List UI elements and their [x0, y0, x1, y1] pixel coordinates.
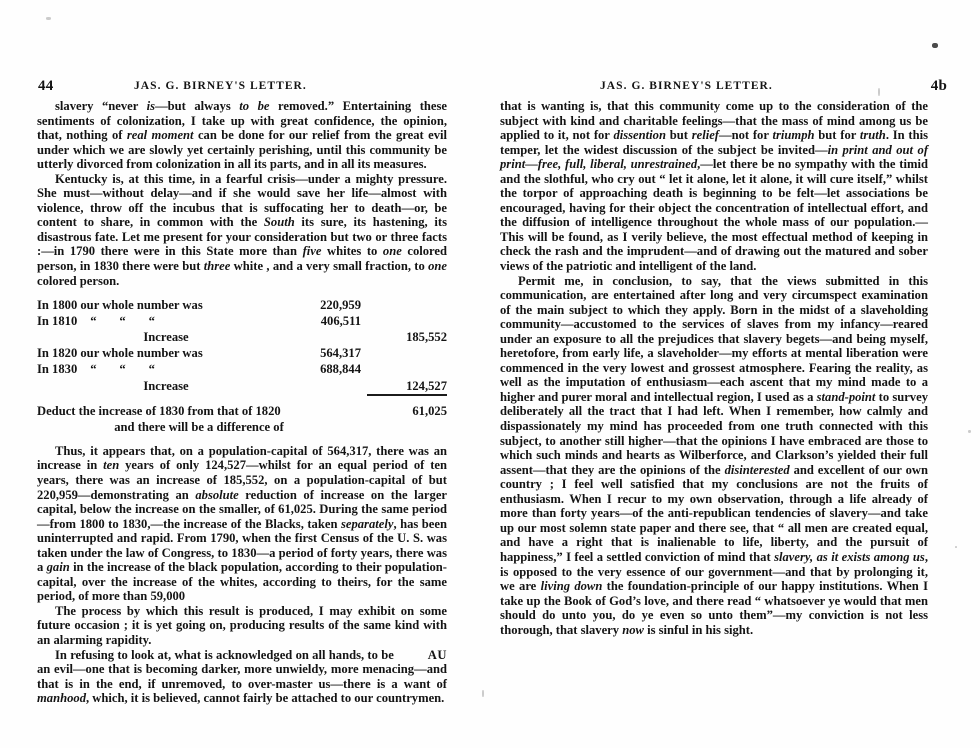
- row-value: 220,959: [320, 298, 361, 313]
- row-label: [37, 313, 295, 329]
- row-label: [37, 361, 295, 377]
- table-row: [37, 378, 447, 394]
- paragraph: slavery “never is—but always to be removed.” Entertaining these sentiments of colonization, I take up with great confidence, the opinion, that, nothing of real moment can be done for our relief from the great evil under which we are slowly yet certainly perishing, until this community be utterly divorced from colonization in all its parts, and in all its measures.: [37, 99, 448, 172]
- increase-value: 185,552: [406, 330, 447, 345]
- row-label: In 1800 our whole number was: [37, 298, 203, 313]
- paragraph-with-catchword: [37, 648, 447, 706]
- row-increase: [361, 361, 447, 377]
- table-row: [37, 313, 447, 329]
- table-row-deduct: [37, 396, 447, 419]
- row-label: In 1820 our whole number was: [37, 346, 203, 361]
- left-running-head-title: JAS. G. BIRNEY'S LETTER.: [134, 80, 307, 92]
- table-row: [37, 361, 447, 377]
- right-running-head: [490, 78, 980, 96]
- deduct-label-line-1: Deduct the increase of 1830 from that of 1820: [37, 403, 281, 418]
- row-year: In 1830: [37, 362, 78, 377]
- increase-value: 124,527: [406, 378, 447, 393]
- paragraph: Thus, it appears that, on a population-capital of 564,317, there was an increase in ten years of only 124,527—whilst for an equal period of ten years, there was an increase of 185,552, on a population-capital of but 220,959—demonstrating an absolute reduction of increase on the larger capital, below the increase on the smaller, of 61,025. During the same period—from 1800 to 1830,—the increase of the Blacks, taken separately, has been uninterrupted and rapid. From 1790, when the first Census of the U. S. was taken under the law of Congress, to 1830—a period of forty years, there was a gain in the increase of the black population, according to their population-capital, over the increase of the whites, according to theirs, for the same period, of more than 59,000: [37, 443, 447, 604]
- row-increase: [361, 345, 447, 361]
- left-page-folio: 44: [38, 78, 54, 94]
- right-text-column: [500, 99, 928, 637]
- paragraph: Kentucky is, at this time, in a fearful crisis—under a mighty pressure. She must—without delay—and if she would save her life—almost with violence, throw off the incubus that is suffocating her to death—or, be content to share, in common with the South its sure, its hastening, its disastrous fate. Let me present for your consideration but two or three facts :—in 1790 there were in this State more than five whites to one colored person, in 1830 there were but three white , and a very small fraction, to one colored person.: [37, 171, 447, 288]
- table-row: [37, 297, 447, 313]
- ditto-mark: “: [148, 362, 155, 377]
- left-running-head: [0, 78, 490, 96]
- ditto-mark: “: [119, 314, 126, 329]
- paragraph-text: In refusing to look at, what is acknowledged on all hands, to be an evil—one that is becoming darker, more unwieldy, more menacing—and that is in the end, if unremoved, to over-master us—there is a want of manhood, which, it is believed, cannot fairly be attached to our countrymen.: [37, 647, 447, 706]
- left-text-column: [37, 99, 447, 706]
- ditto-mark: “: [119, 362, 126, 377]
- paragraph: The process by which this result is produced, I may exhibit on some future occasion ; it is yet going on, producing results of the same kind with an alarming rapidity.: [37, 603, 447, 647]
- right-page: [490, 0, 980, 748]
- figure-table: [37, 297, 447, 435]
- paragraph: Permit me, in conclusion, to say, that the views submitted in this communication, are entertained after long and very circumspect examination of the main subject to which they apply. Born in the midst of a slaveholding community—accustomed to the services of slaves from my infancy—reared under an exposure to all the prejudices that slavery begets—and being myself, heretofore, from early life, a slaveholder—my efforts at mental liberation were commenced in the very lowest and grossest atmosphere. Fearing the reality, as well as the imputation of enthusiasm—each ascent that my mind made to a higher and purer moral and intellectual region, I used as a stand-point to survey deliberately all the tract that I had left. When I remember, how calmly and dispassionately my mind has proceeded from one truth connected with this subject, to another still higher—that the opinions I have embraced are those to which such minds and hearts as Wilberforce, and Clarkson’s yielded their full assent—that they are the opinions of the disinterested and excellent of our own country ; I feel well satisfied that my conclusions are not the fruits of enthusiasm. When I recur to my own observation, through a life already of more than forty years—of the anti-republican tendencies of slavery—and take up our most solemn state paper and there see, that “ all men are created equal, and have a right that is inalienable to life, liberty, and the pursuit of happiness,” I feel a settled conviction of mind that slavery, as it exists among us, is opposed to the very essence of our government—and that by prolonging it, we are living down the foundation-principle of our happy institutions. When I take up the Book of God’s love, and there read “ whatsoever ye would that men should do unto you, do ye even so unto them”—my conviction is not less thorough, that slavery now is sinful in his sight.: [500, 273, 928, 637]
- row-value: 688,844: [320, 362, 361, 377]
- table-row: [37, 329, 447, 345]
- increase-label: Increase: [143, 330, 189, 345]
- right-running-head-title: JAS. G. BIRNEY'S LETTER.: [600, 80, 773, 92]
- right-page-folio: 4b: [930, 78, 947, 94]
- row-value: [295, 378, 361, 394]
- increase-label: Increase: [143, 378, 189, 393]
- deduct-label-line-2: and there will be a difference of: [114, 419, 284, 434]
- table-row: [37, 345, 447, 361]
- ditto-mark: “: [90, 362, 97, 377]
- row-increase: [361, 297, 447, 313]
- row-year: In 1810: [37, 314, 78, 329]
- ditto-mark: “: [148, 314, 155, 329]
- deduct-value: 61,025: [412, 403, 447, 418]
- catchword: AU: [427, 647, 447, 662]
- population-figure-table: [37, 297, 447, 435]
- row-increase: [361, 313, 447, 329]
- ditto-mark: “: [90, 314, 97, 329]
- row-value: [295, 329, 361, 345]
- row-value: 564,317: [320, 346, 361, 361]
- paragraph: that is wanting is, that this community come up to the consideration of the subject with kind and charitable feelings—that the mass of mind among us be applied to it, not for dissention but relief—not for triumph but for truth. In this temper, let the widest discussion of the subject be invited—in print and out of print—free, full, liberal, unrestrained,—let there be no sympathy with the timid and the slothful, who cry out “ let it alone, let it alone, it will cure itself,” whilst the torpor of approaching death is beginning to be felt—let associations be encouraged, having for their object the concentration of intellectual effort, and the diffusion of intelligence throughout the whole mass of our population.—This will be found, as I verily believe, the most effectual method of keeping in check the rash and the imprudent—and of drawing out the matured and sober views of the patriotic and intelligent of the land.: [500, 99, 929, 274]
- row-value: 406,511: [320, 314, 361, 329]
